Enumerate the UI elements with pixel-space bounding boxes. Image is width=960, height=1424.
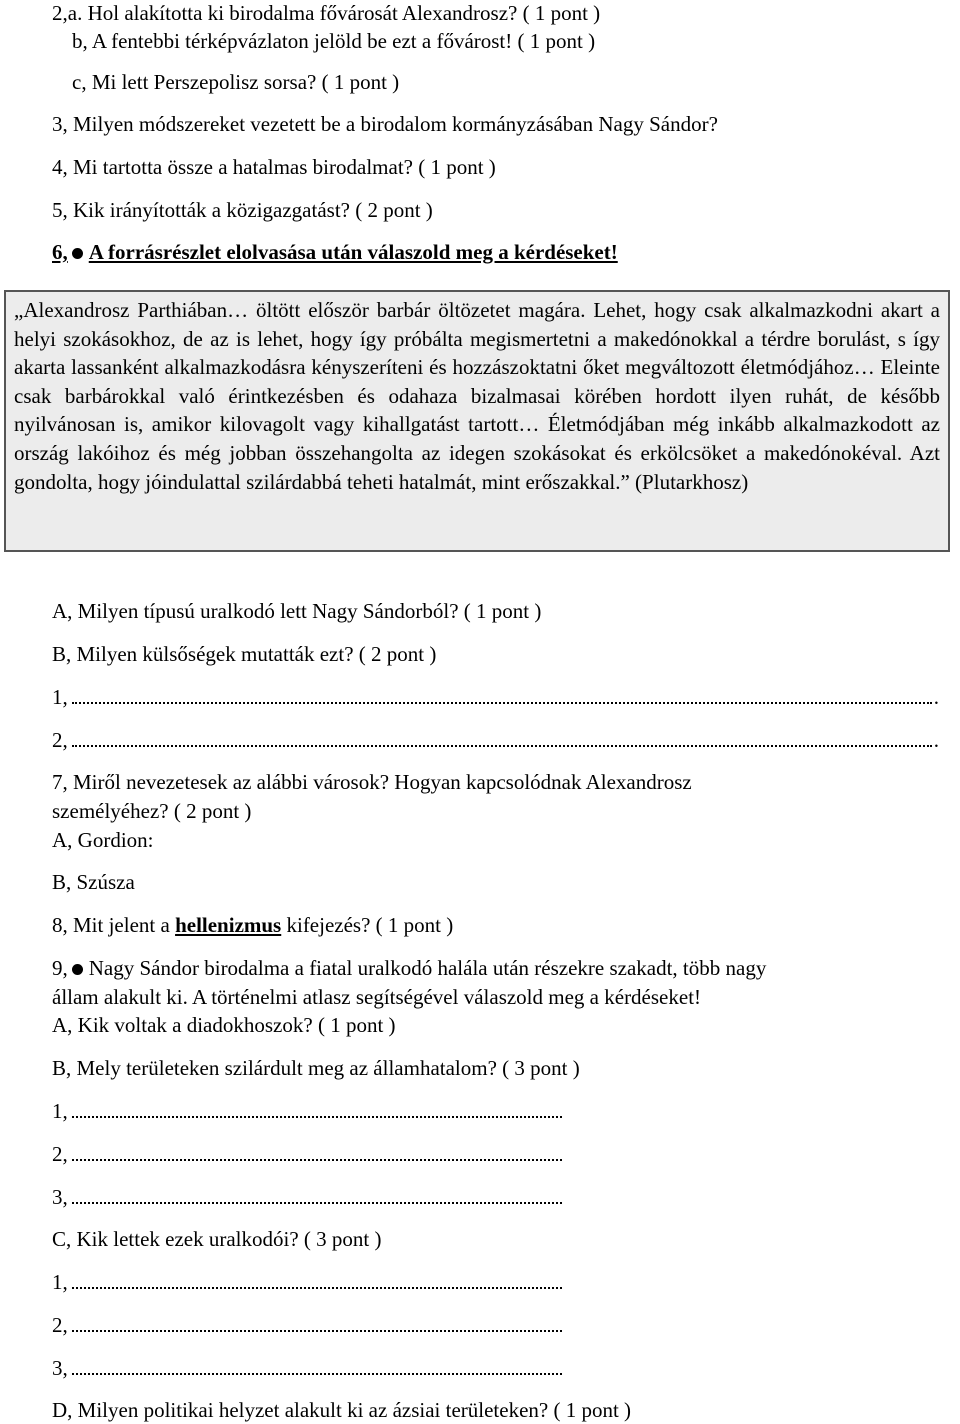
question-9a: A, Kik voltak a diadokhoszok? ( 1 pont ) xyxy=(52,1013,396,1037)
answer-line[interactable]: 3, xyxy=(52,1184,564,1210)
answer-line[interactable]: 1, xyxy=(52,1269,564,1295)
answer-blank xyxy=(72,702,932,704)
bullet-icon xyxy=(72,964,83,975)
answer-blank xyxy=(72,1330,562,1332)
term-hellenizmus: hellenizmus xyxy=(175,913,282,937)
question-7a: A, Gordion: xyxy=(52,828,154,852)
question-5: 5, Kik irányították a közigazgatást? ( 2 pont ) xyxy=(52,198,433,222)
question-6-number: 6, xyxy=(52,240,68,264)
answer-line[interactable]: 1, . xyxy=(52,685,939,709)
answer-line[interactable]: 1, xyxy=(52,1098,564,1124)
answer-blank xyxy=(72,1116,562,1118)
answer-line[interactable]: 2, . xyxy=(52,728,939,752)
bullet-icon xyxy=(72,248,83,259)
question-9d: D, Milyen politikai helyzet alakult ki az ázsiai területeken? ( 1 pont ) xyxy=(52,1398,632,1422)
question-2a: 2,a. Hol alakította ki birodalma fővárosát Alexandrosz? ( 1 pont ) xyxy=(52,1,601,25)
question-3: 3, Milyen módszereket vezetett be a birodalom kormányzásában Nagy Sándor? xyxy=(52,112,718,136)
question-9c: C, Kik lettek ezek uralkodói? ( 3 pont ) xyxy=(52,1227,382,1251)
answer-line[interactable]: 2, xyxy=(52,1141,564,1167)
question-6-text: A forrásrészlet elolvasása után válaszold meg a kérdéseket! xyxy=(88,240,618,264)
question-9b: B, Mely területeken szilárdult meg az államhatalom? ( 3 pont ) xyxy=(52,1056,580,1080)
answer-line[interactable]: 2, xyxy=(52,1312,564,1338)
question-2b: b, A fentebbi térképvázlaton jelöld be ezt a fővárost! ( 1 pont ) xyxy=(72,29,596,53)
question-7-line1: 7, Miről nevezetesek az alábbi városok? Hogyan kapcsolódnak Alexandrosz xyxy=(52,770,692,794)
answer-blank xyxy=(72,1159,562,1161)
question-6b: B, Milyen külsőségek mutatták ezt? ( 2 pont ) xyxy=(52,642,437,666)
question-7-line2: személyéhez? ( 2 pont ) xyxy=(52,799,252,823)
question-9-line2: állam alakult ki. A történelmi atlasz segítségével válaszold meg a kérdéseket! xyxy=(52,985,702,1009)
source-excerpt-box xyxy=(4,290,950,552)
answer-blank xyxy=(72,745,932,747)
answer-line[interactable]: 3, xyxy=(52,1355,564,1381)
answer-blank xyxy=(72,1373,562,1375)
question-6a: A, Milyen típusú uralkodó lett Nagy Sándorból? ( 1 pont ) xyxy=(52,599,542,623)
question-9-line1: 9, Nagy Sándor birodalma a fiatal uralkodó halála után részekre szakadt, több nagy xyxy=(52,956,767,980)
question-6-heading xyxy=(52,239,618,265)
question-2c: c, Mi lett Perszepolisz sorsa? ( 1 pont ) xyxy=(72,70,400,94)
answer-blank xyxy=(72,1287,562,1289)
question-8: 8, Mit jelent a hellenizmus kifejezés? ( 1 pont ) xyxy=(52,913,454,937)
answer-blank xyxy=(72,1202,562,1204)
source-excerpt-text: „Alexandrosz Parthiában… öltött először barbár öltözetet magára. Lehet, hogy csak alkalmazkodni akart a helyi szokásokhoz, de az is lehet, hogy így próbálta megismertetni a makedónokkal a térdre borulást, s így akarta lassanként alkalmazkodásra kényszeríteni és hozzászoktatni őket megváltozott életmódjához… Eleinte csak barbárokkal való érintkezésben és odahaza bizalmasai körében hordott ilyen ruhát, de később nyilvánosan is, amikor kilovagolt vagy kihallgatást tartott… Életmódjában még inkább alkalmazkodott az ország lakóihoz és még jobban összehangolta az idegen szokásokat és erkölcsöket a makedónokéval. Azt gondolta, hogy jóindulattal szilárdabbá teheti hatalmát, mint erőszakkal.” (Plutarkhosz) xyxy=(14,298,940,494)
question-7b: B, Szúsza xyxy=(52,870,135,894)
question-4: 4, Mi tartotta össze a hatalmas birodalmat? ( 1 pont ) xyxy=(52,155,496,179)
